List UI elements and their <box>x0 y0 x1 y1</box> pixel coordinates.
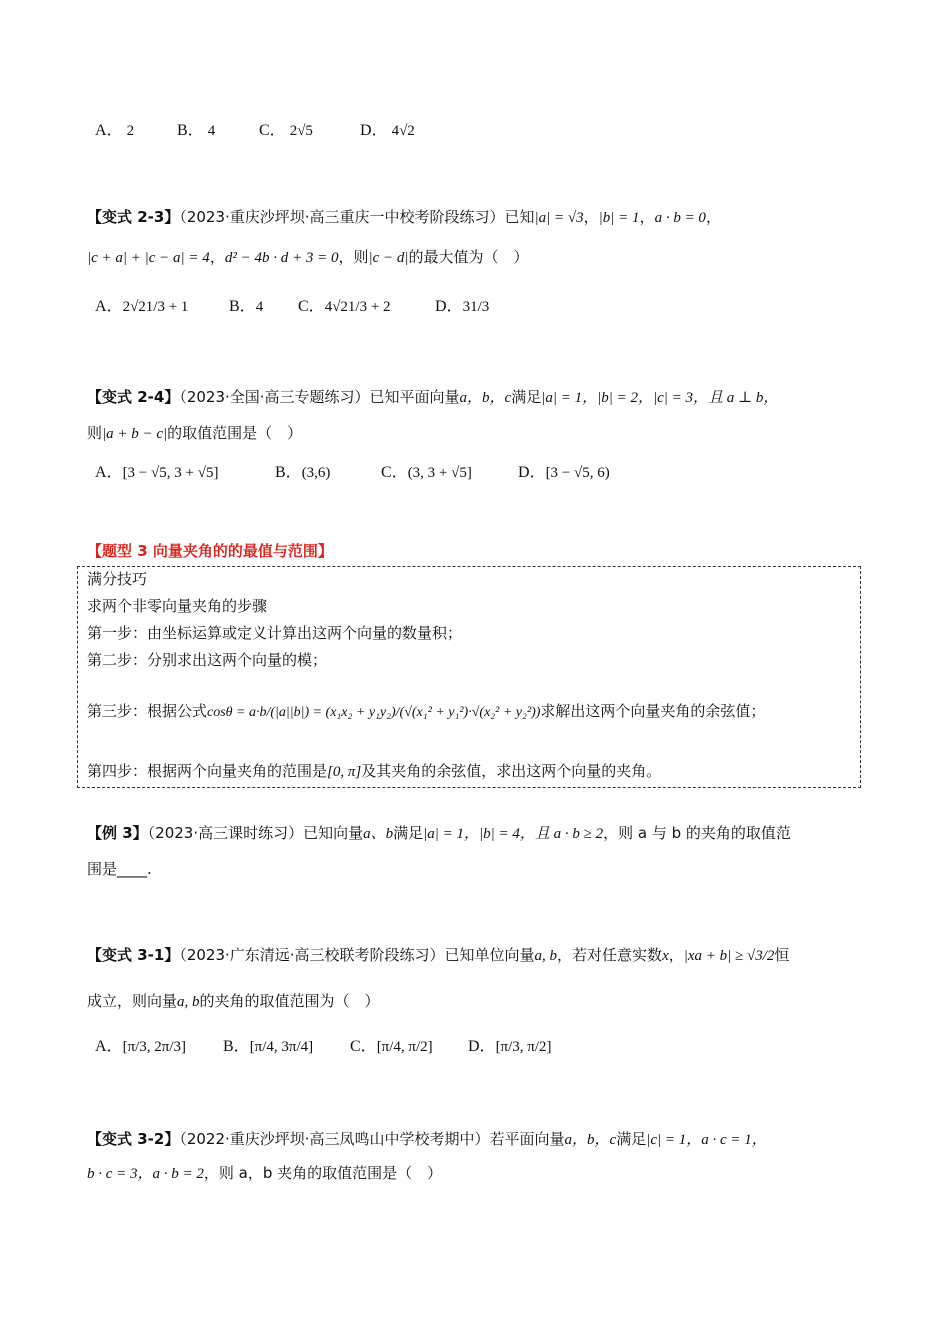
option-label: D． <box>435 298 463 315</box>
v32-ask: ，则 a，b 夹角的取值范围是（ ） <box>203 1164 443 1182</box>
option-value: (3, 3 + √5] <box>407 465 472 481</box>
option-value: 4 <box>207 123 216 139</box>
ex3-conds: |a| = 1，|b| = 4，且 a · b ≥ 2 <box>423 826 604 842</box>
option-label: B． <box>229 298 256 315</box>
v31-ineq: |xa + b| ≥ √3/2 <box>683 948 775 964</box>
v23-line1: 【变式 2-3】（2023·重庆沙坪坝·高三重庆一中校考阶段练习）已知|a| = √3，|b| = 1，a · b = 0， <box>87 208 721 226</box>
option-value: 4√21/3 + 2 <box>324 299 391 315</box>
v31-line2-vars: a, b <box>177 994 200 1010</box>
v31-vars: a, b <box>534 948 558 964</box>
option-label: A． <box>95 1038 123 1055</box>
v31-line1: 【变式 3-1】（2023·广东清远·高三校联考阶段练习）已知单位向量a, b，若对任意实数x，|xa + b| ≥ √3/2恒 <box>87 946 790 964</box>
v23-cond2: |b| = 1 <box>598 210 640 226</box>
prev-option-b <box>177 118 215 143</box>
ex3-vars: a、b <box>363 826 394 842</box>
v32-source: （2022·重庆沙坪坝·高三凤鸣山中学校考期中）若平面向量 <box>179 1130 565 1148</box>
option-label: A． <box>95 298 123 315</box>
ex3-source: （2023·高三课时练习）已知向量 <box>147 824 364 842</box>
option-value: [π/3, π/2] <box>495 1039 552 1055</box>
v24-line2 <box>87 422 302 445</box>
v32-conds1: |c| = 1，a · c = 1， <box>646 1132 767 1148</box>
step3-prefix: 第三步：根据公式 <box>87 702 208 720</box>
v24-line2-prefix: 则 <box>87 424 103 442</box>
prev-option-a <box>95 118 134 143</box>
option-value: 31/3 <box>462 299 490 315</box>
ex3-ask: ，则 a 与 b 的夹角的取值范 <box>603 824 791 842</box>
ex3-cond-text: 满足 <box>393 824 424 842</box>
option-label: B． <box>275 464 302 481</box>
option-value: [π/3, 2π/3] <box>122 1039 187 1055</box>
v24-vars: a，b，c <box>459 390 512 406</box>
v23-cond1: |a| = √3 <box>534 210 584 226</box>
v23-then: ，则 <box>338 248 369 266</box>
v32-line2 <box>87 1162 442 1185</box>
v23-target: |c − d| <box>368 250 409 266</box>
tips-step3 <box>87 700 765 724</box>
v31-tag: 【变式 3-1】 <box>87 946 180 964</box>
option-label: C． <box>298 298 325 315</box>
v31-line2 <box>87 990 380 1013</box>
v23-ask: 的最大值为（ ） <box>408 248 529 266</box>
v31-option-c <box>350 1034 433 1059</box>
v31-mid: ，若对任意实数 <box>557 946 663 964</box>
v23-line2: |c + a| + |c − a| = 4，d² − 4b · d + 3 = 0，则|c − d|的最大值为（ ） <box>87 248 529 266</box>
option-value: 4√2 <box>391 123 415 139</box>
option-label: A． <box>95 122 123 139</box>
v23-cond5: d² − 4b · d + 3 = 0 <box>224 250 339 266</box>
option-label: B． <box>177 122 204 139</box>
v24-line1 <box>87 386 778 409</box>
v23-cond4: |c + a| + |c − a| = 4 <box>87 250 210 266</box>
option-value: [3 − √5, 3 + √5] <box>122 465 219 481</box>
v24-tag: 【变式 2-4】 <box>87 388 180 406</box>
v31-option-b <box>223 1034 313 1059</box>
v31-x: x <box>662 948 669 964</box>
prev-option-d <box>360 118 415 143</box>
step3-suffix: 求解出这两个向量夹角的余弦值； <box>540 702 766 720</box>
v24-option-c <box>381 460 472 485</box>
option-label: B． <box>223 1038 250 1055</box>
v32-vars: a，b，c <box>564 1132 617 1148</box>
v32-cond-text: 满足 <box>616 1130 647 1148</box>
option-value: [π/4, 3π/4] <box>249 1039 314 1055</box>
v23-option-d <box>435 294 489 319</box>
step4-suffix: 及其夹角的余弦值，求出这两个向量的夹角。 <box>361 762 662 780</box>
tips-step1: 第一步：由坐标运算或定义计算出这两个向量的数量积； <box>87 624 463 642</box>
step4-range: [0, π] <box>327 764 362 780</box>
option-label: D． <box>468 1038 496 1055</box>
option-value: 2√5 <box>289 123 313 139</box>
tips-subtitle: 求两个非零向量夹角的步骤 <box>87 597 268 615</box>
tips-step2: 第二步：分别求出这两个向量的模； <box>87 651 328 669</box>
v31-line2-text: 成立，则向量 <box>87 992 178 1010</box>
v31-tail: 恒 <box>774 946 790 964</box>
option-value: (3,6) <box>301 465 331 481</box>
ex3-line2: 围是____. <box>87 860 152 878</box>
option-label: C． <box>381 464 408 481</box>
option-label: D． <box>360 122 388 139</box>
option-label: D． <box>518 464 546 481</box>
option-value: 2 <box>126 123 135 139</box>
step3-formula: cosθ = a·b/(|a||b|) = (x₁x₂ + y₁y₂)/(√(x₁² + y₁²)·√(x₂² + y₂²)) <box>207 705 541 720</box>
v23-tag: 【变式 2-3】 <box>87 208 180 226</box>
v24-conds: |a| = 1，|b| = 2，|c| = 3，且 a ⊥ b， <box>541 390 779 406</box>
step4-prefix: 第四步：根据两个向量夹角的范围是 <box>87 762 328 780</box>
v23-source: （2023·重庆沙坪坝·高三重庆一中校考阶段练习）已知 <box>179 208 535 226</box>
v31-source: （2023·广东清远·高三校联考阶段练习）已知单位向量 <box>179 946 535 964</box>
ex3-tag: 【例 3】 <box>87 824 148 842</box>
v32-conds2: b · c = 3，a · b = 2 <box>87 1166 204 1182</box>
v23-option-b <box>229 294 263 319</box>
v32-line1 <box>87 1128 767 1151</box>
type3-heading: 【题型 3 向量夹角的的最值与范围】 <box>87 542 333 560</box>
option-label: C． <box>350 1038 377 1055</box>
option-value: [3 − √5, 6) <box>545 465 610 481</box>
v24-option-b <box>275 460 330 485</box>
option-label: A． <box>95 464 123 481</box>
v24-option-a <box>95 460 218 485</box>
v24-ask: 的取值范围是（ ） <box>167 424 303 442</box>
v24-cond-text: 满足 <box>511 388 542 406</box>
v23-option-a <box>95 294 188 319</box>
ex3-line1 <box>87 822 791 845</box>
tips-title: 满分技巧 <box>87 570 148 588</box>
prev-option-c <box>259 118 313 143</box>
tips-step4 <box>87 760 661 783</box>
v31-option-d <box>468 1034 552 1059</box>
v24-option-d <box>518 460 610 485</box>
v31-option-a <box>95 1034 186 1059</box>
option-label: C． <box>259 122 286 139</box>
v24-source: （2023·全国·高三专题练习）已知平面向量 <box>179 388 460 406</box>
option-value: [π/4, π/2] <box>376 1039 433 1055</box>
option-value: 2√21/3 + 1 <box>122 299 189 315</box>
option-value: 4 <box>255 299 264 315</box>
v23-option-c <box>298 294 391 319</box>
v23-cond3: a · b = 0 <box>654 210 706 226</box>
v32-tag: 【变式 3-2】 <box>87 1130 180 1148</box>
v24-target: |a + b − c| <box>102 426 168 442</box>
v31-line2-tail: 的夹角的取值范围为（ ） <box>199 992 380 1010</box>
